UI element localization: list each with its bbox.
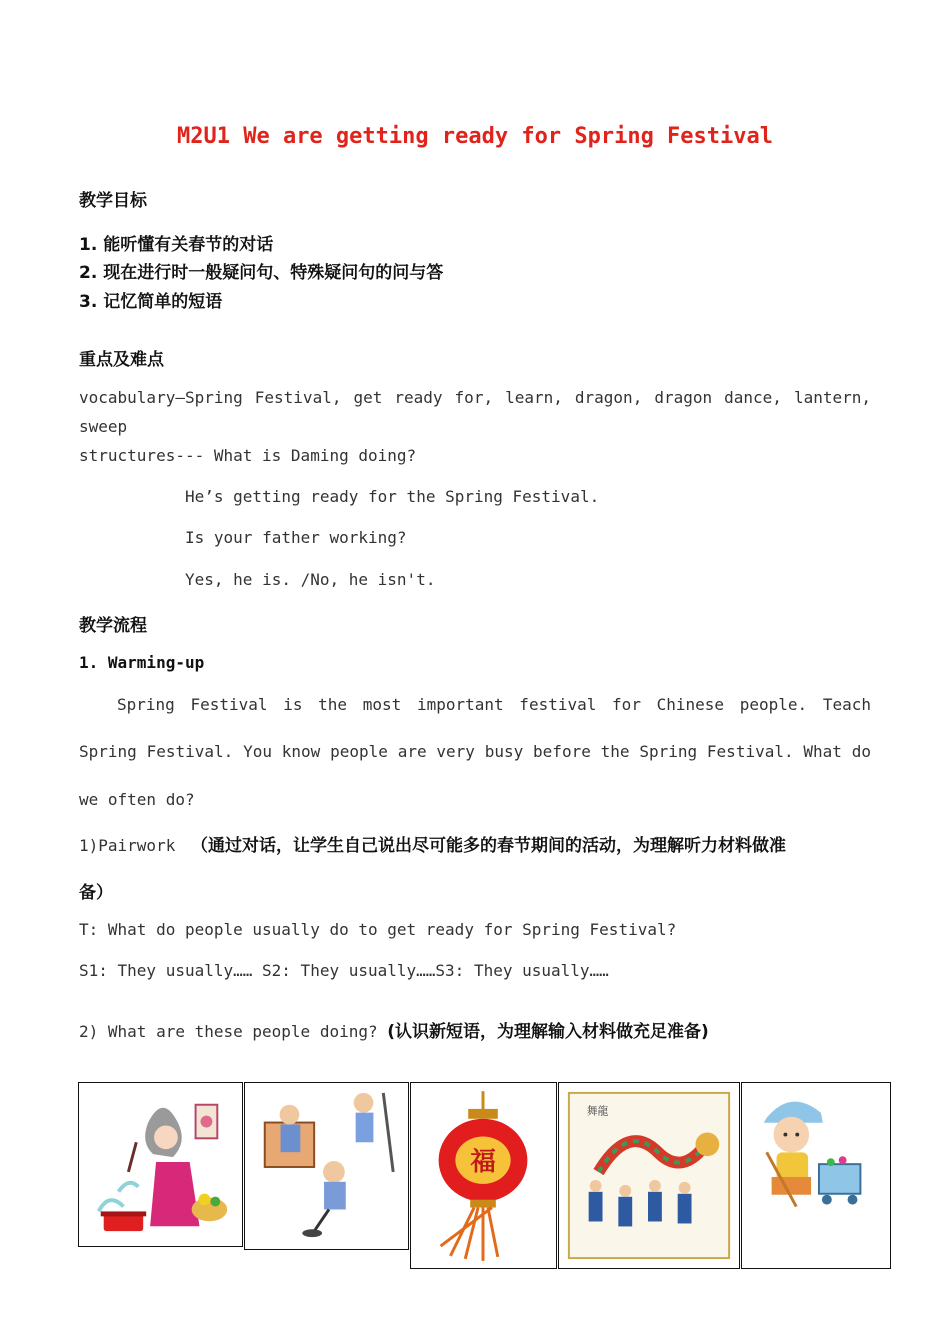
lantern-character: 福: [470, 1147, 496, 1178]
warmup-paragraph-line: we often do?: [79, 790, 195, 809]
dragon-dance-illustration: [558, 1082, 740, 1269]
structure-example: Yes, he is. /No, he isn't.: [185, 570, 436, 589]
dragon-caption: 舞龍: [586, 1104, 609, 1118]
question-2-line: [79, 1017, 709, 1042]
sweeping-illustration: [741, 1082, 891, 1269]
teacher-question: T: What do people usually do to get ready for Spring Festival?: [79, 920, 677, 939]
objective-item: 2. 现在进行时一般疑问句、特殊疑问句的问与答: [79, 263, 444, 283]
student-answers: S1: They usually…… S2: They usually……S3: They usually……: [79, 961, 609, 980]
vocabulary-line-cont: sweep: [79, 417, 128, 436]
objectives-heading: 教学目标: [79, 191, 147, 211]
vocabulary-line: vocabulary—Spring Festival, get ready for, learn, dragon, dragon dance, lantern,: [79, 388, 871, 407]
structures-line: structures--- What is Daming doing?: [79, 446, 417, 465]
cleaning-illustration: [244, 1082, 409, 1250]
pairwork-note-cont: 备）: [79, 883, 113, 903]
pairwork-note: （通过对话，让学生自己说出尽可能多的春节期间的活动，为理解听力材料做准: [190, 836, 786, 856]
question-2-label: 2) What are these people doing?: [79, 1022, 378, 1041]
question-2-note: (认识新短语，为理解输入材料做充足准备): [387, 1022, 709, 1042]
lantern-illustration: [410, 1082, 557, 1269]
pairwork-label: 1)Pairwork: [79, 836, 176, 855]
process-heading: 教学流程: [79, 616, 147, 636]
step-heading: 1. Warming-up: [79, 653, 205, 672]
structure-example: He’s getting ready for the Spring Festival.: [185, 487, 600, 506]
key-points-heading: 重点及难点: [79, 350, 164, 370]
objective-item: 1. 能听懂有关春节的对话: [79, 235, 274, 255]
pairwork-line: [79, 831, 786, 856]
warmup-paragraph-line: Spring Festival. You know people are very busy before the Spring Festival. What do: [79, 742, 871, 761]
structure-example: Is your father working?: [185, 528, 407, 547]
warmup-paragraph-line: Spring Festival is the most important festival for Chinese people. Teach: [117, 695, 871, 714]
cooking-illustration: [78, 1082, 243, 1247]
page-title: M2U1 We are getting ready for Spring Festival: [176, 124, 774, 149]
objective-item: 3. 记忆简单的短语: [79, 292, 223, 312]
